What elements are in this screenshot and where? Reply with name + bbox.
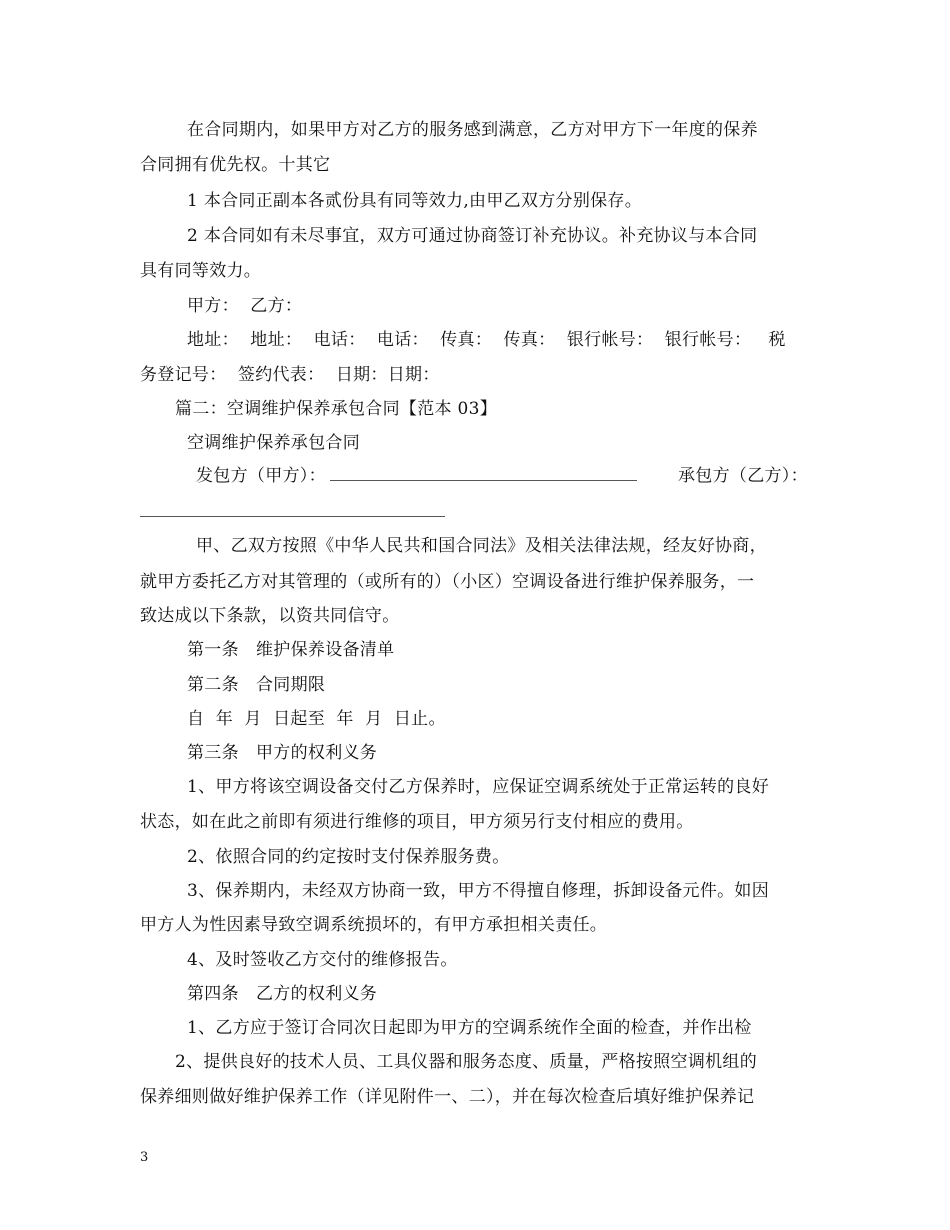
paragraph-line: 3、保养期内，未经双方协商一致，甲方不得擅自修理，拆卸设备元件。如因 [187, 881, 770, 901]
contact-fields-line: 地址： 地址： 电话： 电话： 传真： 传真： 银行帐号： 银行帐号： 税 [187, 330, 786, 350]
contractor-label: 承包方（乙方）： [678, 466, 808, 486]
contact-fields-line: 务登记号： 签约代表： 日期：日期： [140, 365, 440, 385]
article-heading: 第四条 乙方的权利义务 [187, 984, 378, 1004]
paragraph-line: 2、提供良好的技术人员、工具仪器和服务态度、质量，严格按照空调机组的 [175, 1052, 758, 1072]
term-line: 自 年 月 日起至 年 月 日止。 [187, 709, 446, 729]
employer-label: 发包方（甲方）： [196, 466, 637, 486]
article-heading: 第三条 甲方的权利义务 [187, 743, 378, 763]
contract-title: 空调维护保养承包合同 [187, 433, 360, 453]
paragraph-line: 状态，如在此之前即有须进行维修的项目，甲方须另行支付相应的费用。 [140, 812, 694, 832]
paragraph-line: 具有同等效力。 [140, 261, 262, 281]
paragraph-line: 2、依照合同的约定按时支付保养服务费。 [187, 847, 510, 867]
paragraph-line: 1、甲方将该空调设备交付乙方保养时，应保证空调系统处于正常运转的良好 [187, 777, 770, 797]
paragraph-line: 在合同期内，如果甲方对乙方的服务感到满意，乙方对甲方下一年度的保养 [187, 120, 758, 140]
paragraph-line: 保养细则做好维护保养工作（详见附件一、二），并在每次检查后填好维护保养记 [140, 1087, 755, 1107]
contractor-blank [140, 502, 445, 517]
paragraph-line: 就甲方委托乙方对其管理的（或所有的）（小区）空调设备进行维护保养服务，一 [140, 572, 755, 592]
paragraph-line: 甲方人为性因素导致空调系统损坏的，有甲方承担相关责任。 [140, 915, 608, 935]
employer-blank [330, 466, 637, 481]
paragraph-line: 4、及时签收乙方交付的维修报告。 [187, 950, 458, 970]
article-heading: 第一条 维护保养设备清单 [187, 640, 395, 660]
article-heading: 第二条 合同期限 [187, 675, 326, 695]
signature-party-line: 甲方： 乙方： [187, 296, 303, 316]
contractor-blank-line [140, 502, 445, 522]
paragraph-line: 甲、乙双方按照《中华人民共和国合同法》及相关法律法规，经友好协商， [196, 536, 767, 556]
paragraph-line: 2 本合同如有未尽事宜，双方可通过协商签订补充协议。补充协议与本合同 [187, 226, 758, 246]
paragraph-line: 致达成以下条款，以资共同信守。 [140, 606, 400, 626]
paragraph-line: 1、乙方应于签订合同次日起即为甲方的空调系统作全面的检查，并作出检 [187, 1018, 752, 1038]
paragraph-line: 合同拥有优先权。十其它 [140, 155, 331, 175]
paragraph-line: 1 本合同正副本各贰份具有同等效力,由甲乙双方分别保存。 [187, 191, 643, 211]
page-number: 3 [140, 1150, 149, 1165]
section-heading: 篇二：空调维护保养承包合同【范本 03】 [175, 399, 498, 419]
